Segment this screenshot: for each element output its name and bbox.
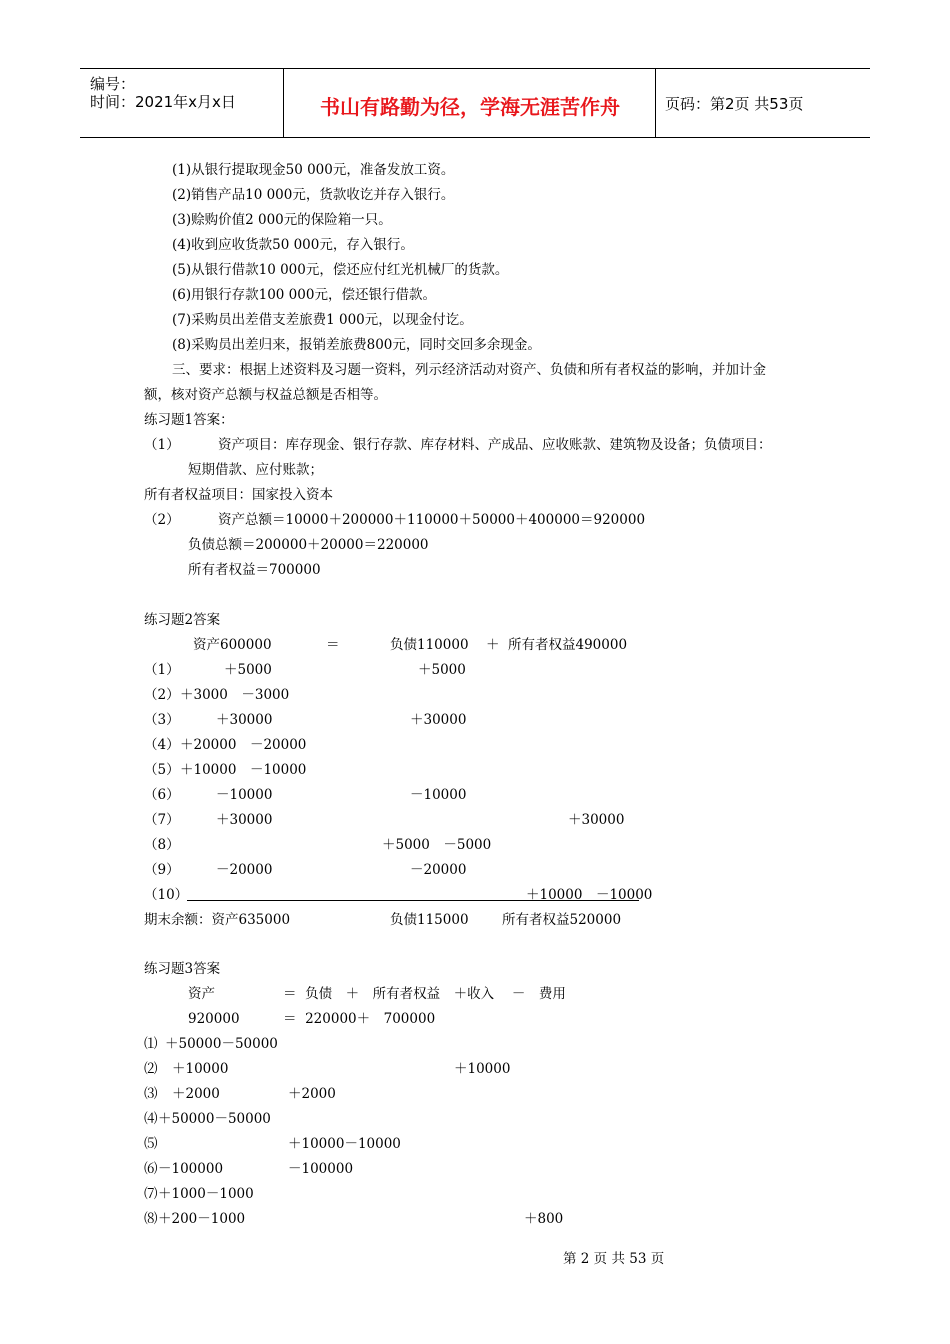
equity-change: ＋10000 －10000 [526,887,653,903]
liability-change: －100000 [288,1161,354,1177]
answer-2-title: 练习题2答案 [144,612,221,628]
answer-1-item-text: 短期借款、应付账款； [188,462,323,478]
answer-3-row-number: ⑶ [144,1086,158,1102]
asset-change: ＋20000 －20000 [180,737,307,753]
asset-change: ＋1000－1000 [158,1186,254,1202]
equation-header: 所有者权益490000 [508,637,628,653]
equation-values: 920000 [188,1011,240,1027]
asset-change: ＋50000－50000 [158,1111,271,1127]
requirement-text: 额，核对资产总额与权益总额是否相等。 [144,387,387,403]
page-header [80,68,870,138]
answer-3-row-number: ⑴ [144,1036,158,1052]
asset-change: ＋5000 [224,662,272,678]
intro-item: (1)从银行提取现金50 000元，准备发放工资。 [172,162,455,178]
answer-2-row-number: （3） [144,712,180,728]
answer-2-row-number: （6） [144,787,180,803]
answer-1-item-text: 所有者权益项目：国家投入资本 [144,487,333,503]
revenue-change: ＋10000 [454,1061,511,1077]
liability-change: ＋2000 [288,1086,336,1102]
intro-item: (2)销售产品10 000元，货款收讫并存入银行。 [172,187,455,203]
equation-header: ＝ 负债 ＋ 所有者权益 ＋收入 － 费用 [283,986,566,1002]
equation-header: 负债110000 [390,637,469,653]
liability-change: ＋10000－10000 [288,1136,401,1152]
answer-1-item-text: 资产项目：库存现金、银行存款、库存材料、产成品、应收账款、建筑物及设备；负债项目： [218,437,772,453]
answer-2-row-number: （1） [144,662,180,678]
asset-change: ＋200－1000 [158,1211,246,1227]
equation-header: ＝ [326,637,340,653]
equation-values: ＝ 220000＋ 700000 [283,1011,436,1027]
asset-change: ＋10000 [172,1061,229,1077]
answer-3-title: 练习题3答案 [144,961,221,977]
answer-1-title: 练习题1答案： [144,412,234,428]
liability-change: ＋30000 [410,712,467,728]
asset-change: ＋3000 －3000 [180,687,290,703]
answer-3-row-number: ⑷ [144,1111,158,1127]
liability-change: ＋5000 [418,662,466,678]
answer-2-row-number: （4） [144,737,180,753]
liability-change: ＋5000 －5000 [382,837,492,853]
header-page-label: 页码：第2页 共53页 [665,95,804,113]
asset-change: ＋10000 －10000 [180,762,307,778]
requirement-text: 三、要求：根据上述资料及习题一资料，列示经济活动对资产、负债和所有者权益的影响，并加计金 [172,362,766,378]
equity-change: ＋30000 [568,812,625,828]
answer-1-item-number: （1） [144,437,180,453]
header-divider [655,69,656,137]
equation-header: 资产600000 [193,637,272,653]
asset-change: ＋30000 [216,812,273,828]
intro-item: (4)收到应收货款50 000元，存入银行。 [172,237,414,253]
answer-2-row-number: （9） [144,862,180,878]
intro-item: (8)采购员出差归来，报销差旅费800元，同时交回多余现金。 [172,337,541,353]
equation-header: 资产 [188,986,215,1002]
asset-change: ＋30000 [216,712,273,728]
answer-2-row-number: （2） [144,687,180,703]
answer-2-row-number: （10） [144,887,189,903]
intro-item: (6)用银行存款100 000元，偿还银行借款。 [172,287,436,303]
asset-change: －100000 [158,1161,224,1177]
document-number-label: 编号： [90,75,136,93]
header-motto: 书山有路勤为径，学海无涯苦作舟 [320,95,620,119]
liability-change: －10000 [410,787,467,803]
answer-1-item-text: 所有者权益＝700000 [188,562,321,578]
intro-item: (7)采购员出差借支差旅费1 000元，以现金付讫。 [172,312,473,328]
answer-2-row-number: （7） [144,812,180,828]
liability-change: －20000 [410,862,467,878]
answer-1-item-number: （2） [144,512,180,528]
answer-3-row-number: ⑸ [144,1136,158,1152]
closing-balance-equity: 所有者权益520000 [502,912,622,928]
asset-change: ＋50000－50000 [165,1036,278,1052]
answer-2-row-number: （8） [144,837,180,853]
asset-change: ＋2000 [172,1086,220,1102]
equation-header: ＋ [486,637,500,653]
total-underline [187,900,639,901]
answer-1-item-text: 负债总额＝200000＋20000＝220000 [188,537,429,553]
closing-balance-assets: 期末余额：资产635000 [144,912,291,928]
answer-3-row-number: ⑵ [144,1061,158,1077]
document-date-label: 时间：2021年x月x日 [90,93,236,111]
page-footer: 第 2 页 共 53 页 [563,1251,665,1267]
answer-3-row-number: ⑻ [144,1211,158,1227]
asset-change: －10000 [216,787,273,803]
answer-3-row-number: ⑺ [144,1186,158,1202]
answer-3-row-number: ⑹ [144,1161,158,1177]
intro-item: (3)赊购价值2 000元的保险箱一只。 [172,212,392,228]
asset-change: －20000 [216,862,273,878]
intro-item: (5)从银行借款10 000元，偿还应付红光机械厂的货款。 [172,262,509,278]
expense-change: ＋800 [524,1211,564,1227]
answer-1-item-text: 资产总额＝10000＋200000＋110000＋50000＋400000＝920000 [218,512,646,528]
closing-balance-liabilities: 负债115000 [390,912,469,928]
answer-2-row-number: （5） [144,762,180,778]
